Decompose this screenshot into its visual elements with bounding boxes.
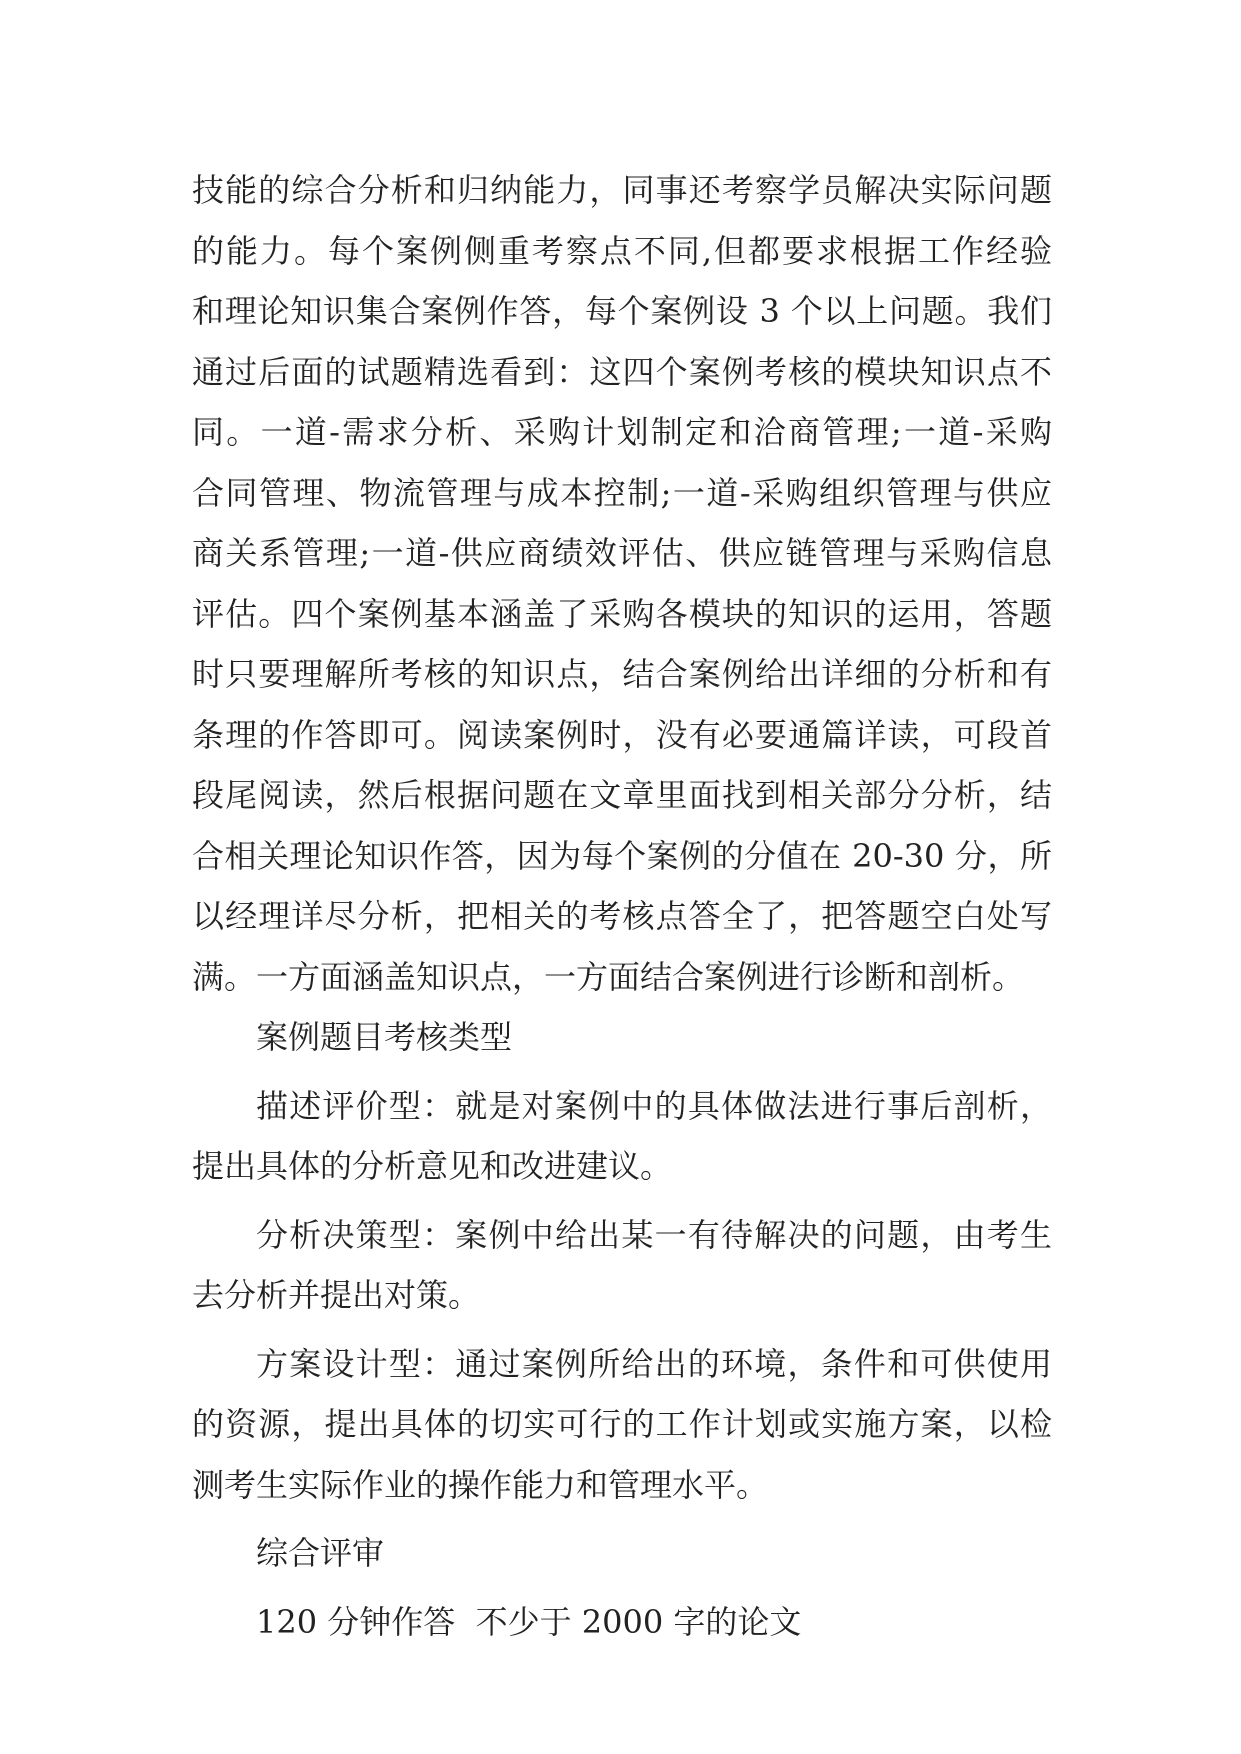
text-line: 的能力。每个案例侧重考察点不同,但都要求根据工作经验 [192,231,1052,270]
text-line: 满。一方面涵盖知识点，一方面结合案例进行诊断和剖析。 [192,957,1025,996]
text-line: 提出具体的分析意见和改进建议。 [192,1147,673,1185]
text-line: 测考生实际作业的操作能力和管理水平。 [192,1465,769,1504]
heading-comprehensive-review: 综合评审 [256,1534,385,1572]
spacer [192,1068,1052,1076]
paragraph-exam-overview [192,160,1052,1007]
review-requirement: 120 分钟作答 不少于 2000 字的论文 [256,1602,802,1641]
text-line: 通过后面的试题精选看到：这四个案例考核的模块知识点不 [192,352,1052,391]
text-line: 去分析并提出对策。 [192,1276,481,1314]
spacer [192,1326,1052,1334]
paragraph-describe-evaluate [192,1076,1052,1197]
spacer [192,1197,1052,1205]
text-line: 合同管理、物流管理与成本控制;一道-采购组织管理与供应 [192,473,1052,512]
text-line: 商关系管理;一道-供应商绩效评估、供应链管理与采购信息 [192,534,1052,572]
paragraph-analysis-decision [192,1205,1052,1326]
text-line: 描述评价型：就是对案例中的具体做法进行事后剖析， [256,1086,1052,1125]
text-line: 方案设计型：通过案例所给出的环境，条件和可供使用 [256,1344,1052,1383]
document-body [192,160,1052,1652]
text-line: 的资源，提出具体的切实可行的工作计划或实施方案，以检 [192,1405,1052,1443]
heading-case-types: 案例题目考核类型 [256,1018,513,1056]
text-line: 合相关理论知识作答，因为每个案例的分值在 20-30 分，所 [192,836,1052,875]
paragraph-plan-design [192,1334,1052,1516]
text-line: 时只要理解所考核的知识点，结合案例给出详细的分析和有 [192,655,1052,693]
text-line: 以经理详尽分析，把相关的考核点答全了，把答题空白处写 [192,897,1052,935]
text-line: 段尾阅读，然后根据问题在文章里面找到相关部分分析，结 [192,776,1052,814]
text-line: 同。一道-需求分析、采购计划制定和洽商管理;一道-采购 [192,413,1052,451]
text-line: 技能的综合分析和归纳能力，同事还考察学员解决实际问题 [192,171,1052,209]
text-line: 条理的作答即可。阅读案例时，没有必要通篇详读，可段首 [192,715,1052,754]
text-line: 和理论知识集合案例作答，每个案例设 3 个以上问题。我们 [192,292,1052,330]
spacer [192,1515,1052,1523]
text-line: 分析决策型：案例中给出某一有待解决的问题，由考生 [256,1215,1052,1254]
text-line: 评估。四个案例基本涵盖了采购各模块的知识的运用，答题 [192,594,1052,633]
spacer [192,1584,1052,1592]
